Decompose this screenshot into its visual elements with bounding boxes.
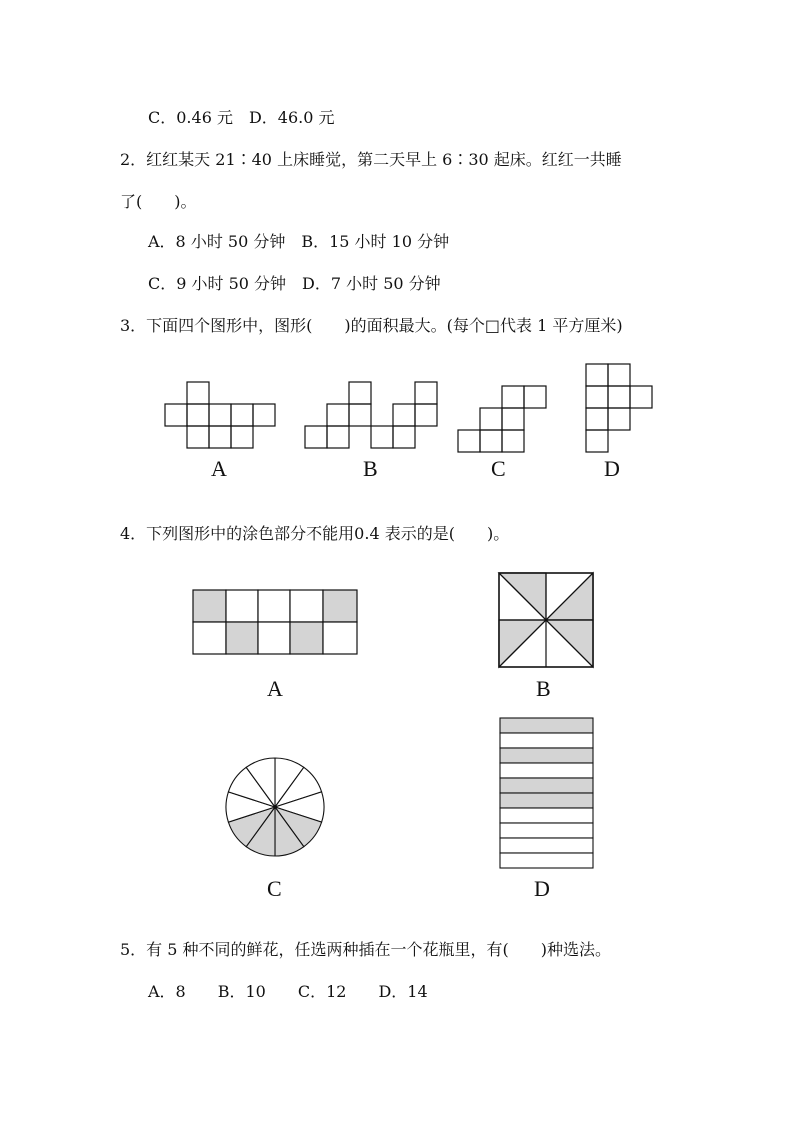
q4-label-c: C bbox=[267, 876, 282, 901]
q2-stem-line1: 2．红红某天 21∶40 上床睡觉，第二天早上 6∶30 起床。红红一共睡 bbox=[120, 150, 622, 169]
q4-figure-c bbox=[226, 758, 324, 856]
q4-figure-b bbox=[499, 573, 593, 667]
q3-label-c: C bbox=[491, 456, 506, 481]
q3-stem: 3．下面四个图形中，图形( )的面积最大。(每个□代表 1 平方厘米) bbox=[120, 316, 623, 335]
q4-label-d: D bbox=[534, 876, 550, 901]
q4-figure-d bbox=[500, 718, 593, 868]
q4-figure-a bbox=[193, 590, 357, 654]
q2-options-ab: A．8 小时 50 分钟 B．15 小时 10 分钟 bbox=[148, 232, 450, 251]
q4-stem: 4．下列图形中的涂色部分不能用0.4 表示的是( )。 bbox=[120, 524, 510, 543]
q5-stem: 5．有 5 种不同的鲜花，任选两种插在一个花瓶里，有( )种选法。 bbox=[120, 940, 612, 959]
q2-stem-line2: 了( )。 bbox=[120, 192, 197, 211]
q1-options-cd: C．0.46 元 D．46.0 元 bbox=[148, 108, 335, 127]
q3-label-b: B bbox=[363, 456, 378, 481]
q3-label-d: D bbox=[604, 456, 620, 481]
q2-options-cd: C．9 小时 50 分钟 D．7 小时 50 分钟 bbox=[148, 274, 441, 293]
q4-label-b: B bbox=[536, 676, 551, 701]
q5-options: A．8 B．10 C．12 D．14 bbox=[148, 982, 428, 1001]
q3-label-a: A bbox=[211, 456, 227, 481]
q4-label-a: A bbox=[267, 676, 283, 701]
